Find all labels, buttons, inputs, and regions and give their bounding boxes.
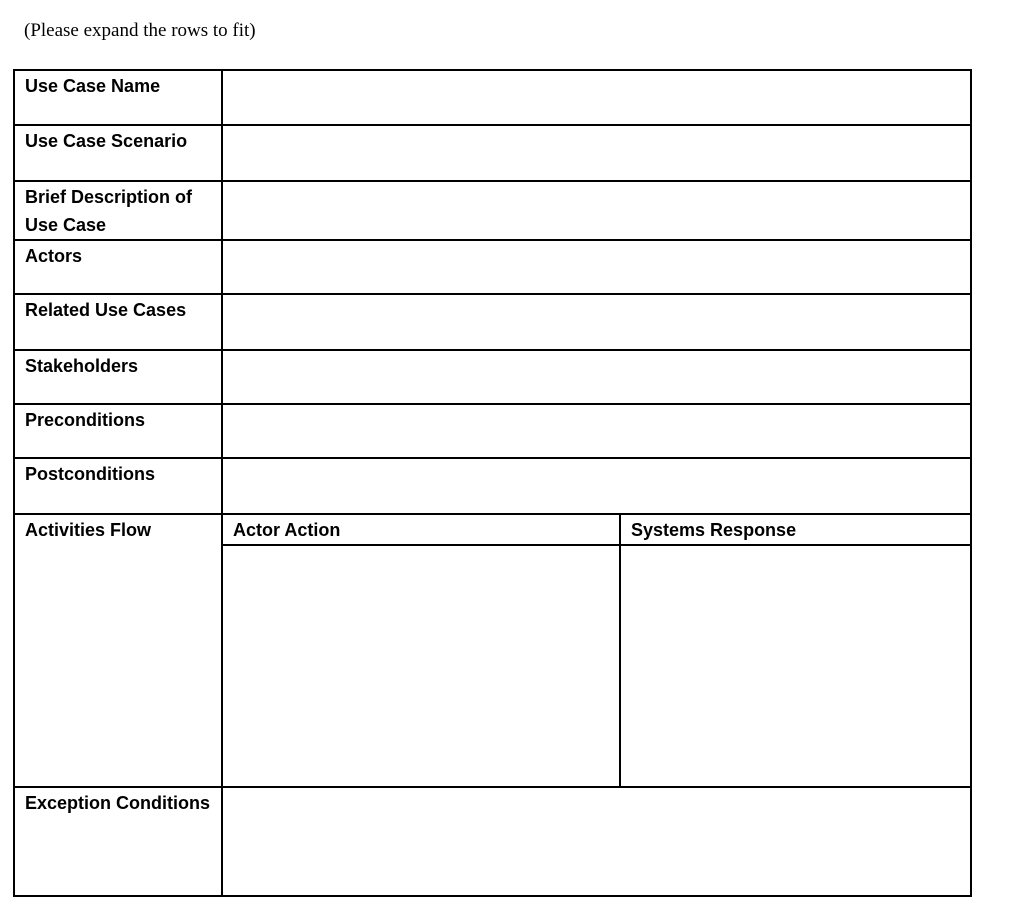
- use-case-form: [13, 69, 972, 897]
- form-row-actors: [14, 240, 971, 294]
- exception-conditions-label: Exception Conditions: [14, 787, 222, 896]
- postconditions-label: Postconditions: [14, 458, 222, 514]
- form-row-preconditions: [14, 404, 971, 458]
- form-row-use-case-name: [14, 70, 971, 125]
- instruction-note: (Please expand the rows to fit): [24, 20, 256, 41]
- form-row-stakeholders: [14, 350, 971, 404]
- actor-action-header: Actor Action: [222, 514, 620, 545]
- brief-description-field[interactable]: [222, 181, 971, 240]
- form-row-use-case-scenario: [14, 125, 971, 181]
- form-row-related-use-cases: [14, 294, 971, 350]
- stakeholders-label: Stakeholders: [14, 350, 222, 404]
- exception-conditions-field[interactable]: [222, 787, 971, 896]
- postconditions-field[interactable]: [222, 458, 971, 514]
- systems-response-field[interactable]: [620, 545, 971, 787]
- brief-description-label: Brief Description of Use Case: [14, 181, 222, 240]
- use-case-name-label: Use Case Name: [14, 70, 222, 125]
- form-row-brief-description: [14, 181, 971, 240]
- related-use-cases-label: Related Use Cases: [14, 294, 222, 350]
- actor-action-field[interactable]: [222, 545, 620, 787]
- form-row-activities-flow-header: [14, 514, 971, 545]
- systems-response-header: Systems Response: [620, 514, 971, 545]
- actors-field[interactable]: [222, 240, 971, 294]
- form-row-exception-conditions: [14, 787, 971, 896]
- preconditions-field[interactable]: [222, 404, 971, 458]
- activities-flow-label: Activities Flow: [14, 514, 222, 787]
- use-case-scenario-field[interactable]: [222, 125, 971, 181]
- related-use-cases-field[interactable]: [222, 294, 971, 350]
- preconditions-label: Preconditions: [14, 404, 222, 458]
- stakeholders-field[interactable]: [222, 350, 971, 404]
- use-case-scenario-label: Use Case Scenario: [14, 125, 222, 181]
- form-row-postconditions: [14, 458, 971, 514]
- actors-label: Actors: [14, 240, 222, 294]
- use-case-name-field[interactable]: [222, 70, 971, 125]
